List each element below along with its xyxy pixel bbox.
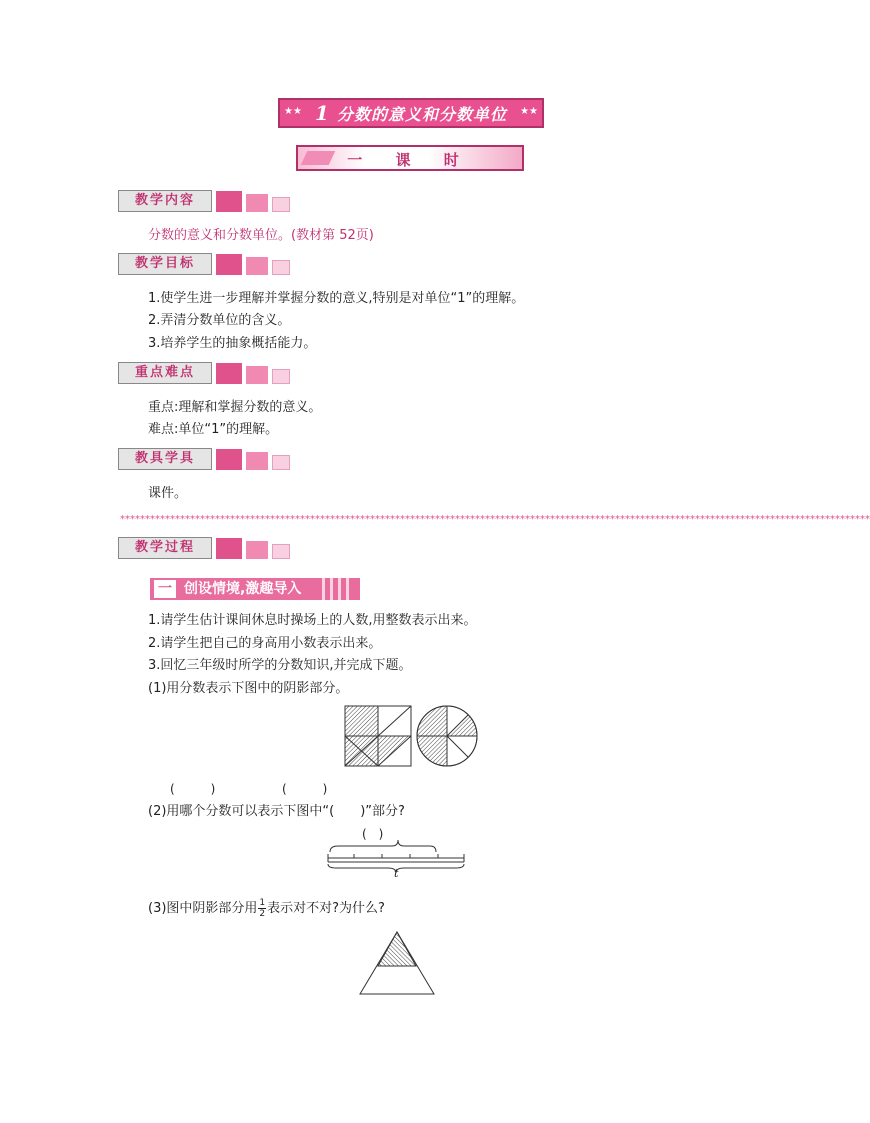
- q3-triangle-figure: [356, 928, 438, 998]
- part-one-header: [150, 578, 360, 600]
- fraction-denominator: 2: [259, 909, 266, 919]
- chapter-title: 分数的意义和分数单位: [336, 104, 507, 124]
- question-1: (1)用分数表示下图中的阴影部分。: [148, 681, 349, 696]
- decor-block: [272, 544, 290, 559]
- step-item: 2.请学生把自己的身高用小数表示出来。: [148, 636, 382, 651]
- answer-blank: ( ): [282, 782, 328, 796]
- question-3-text-after: 表示对不对?为什么?: [267, 900, 385, 916]
- chapter-number: 1: [315, 101, 329, 125]
- part-stripe: [338, 578, 341, 600]
- section-header-key-points: [118, 362, 298, 384]
- decor-block: [246, 541, 268, 559]
- goal-item: 3.培养学生的抽象概括能力。: [148, 336, 317, 351]
- content-text: 分数的意义和分数单位。(教材第 52页): [148, 228, 374, 243]
- decor-block: [246, 194, 268, 212]
- section-header-goals: [118, 253, 298, 275]
- decor-block: [216, 538, 242, 559]
- section-header-content: [118, 190, 298, 212]
- line-t-label: t: [394, 867, 399, 880]
- section-label: 教学内容: [118, 190, 212, 212]
- star-divider: ******************************************************************************************************************************************************: [120, 514, 870, 525]
- decor-block: [272, 455, 290, 470]
- decor-block: [216, 363, 242, 384]
- answer-blank: ( ): [170, 782, 216, 796]
- star-decoration-left: ★★: [284, 106, 302, 117]
- section-label: 教具学具: [118, 448, 212, 470]
- part-stripe: [330, 578, 333, 600]
- lesson-label-bar: [296, 145, 524, 171]
- decor-block: [246, 257, 268, 275]
- section-label: 教学过程: [118, 537, 212, 559]
- decor-block: [216, 449, 242, 470]
- question-2: (2)用哪个分数可以表示下图中“( )”部分?: [148, 804, 405, 819]
- section-label: 教学目标: [118, 253, 212, 275]
- decor-block: [272, 369, 290, 384]
- decor-block: [272, 260, 290, 275]
- question-3-text-before: (3)图中阴影部分用: [148, 900, 258, 916]
- line-paren-label: ( ): [362, 827, 384, 841]
- decor-block: [246, 366, 268, 384]
- step-item: 3.回忆三年级时所学的分数知识,并完成下题。: [148, 658, 412, 673]
- decor-block: [272, 197, 290, 212]
- decor-block: [216, 254, 242, 275]
- lesson-label: 一 课 时: [347, 151, 473, 169]
- part-label: 创设情境,激趣导入: [184, 581, 302, 597]
- shaded-square: [345, 706, 411, 766]
- decor-block: [216, 191, 242, 212]
- step-item: 1.请学生估计课间休息时操场上的人数,用整数表示出来。: [148, 613, 477, 628]
- decor-block: [246, 452, 268, 470]
- key-point-item: 重点:理解和掌握分数的意义。: [148, 400, 322, 415]
- question-3: [148, 898, 385, 919]
- fraction-numerator: 1: [259, 898, 266, 908]
- section-label: 重点难点: [118, 362, 212, 384]
- part-number: 一: [154, 580, 176, 598]
- q1-figures: [340, 702, 480, 772]
- fraction: [258, 898, 266, 919]
- star-decoration-right: ★★: [520, 106, 538, 117]
- section-header-tools: [118, 448, 298, 470]
- chapter-title-banner: [278, 98, 544, 128]
- part-stripe: [346, 578, 349, 600]
- section-header-process: [118, 537, 298, 559]
- goal-item: 2.弄清分数单位的含义。: [148, 313, 291, 328]
- key-point-item: 难点:单位“1”的理解。: [148, 422, 279, 437]
- tools-text: 课件。: [148, 486, 188, 501]
- shaded-circle: [417, 706, 477, 766]
- goal-item: 1.使学生进一步理解并掌握分数的意义,特别是对单位“1”的理解。: [148, 291, 525, 306]
- part-stripe: [322, 578, 325, 600]
